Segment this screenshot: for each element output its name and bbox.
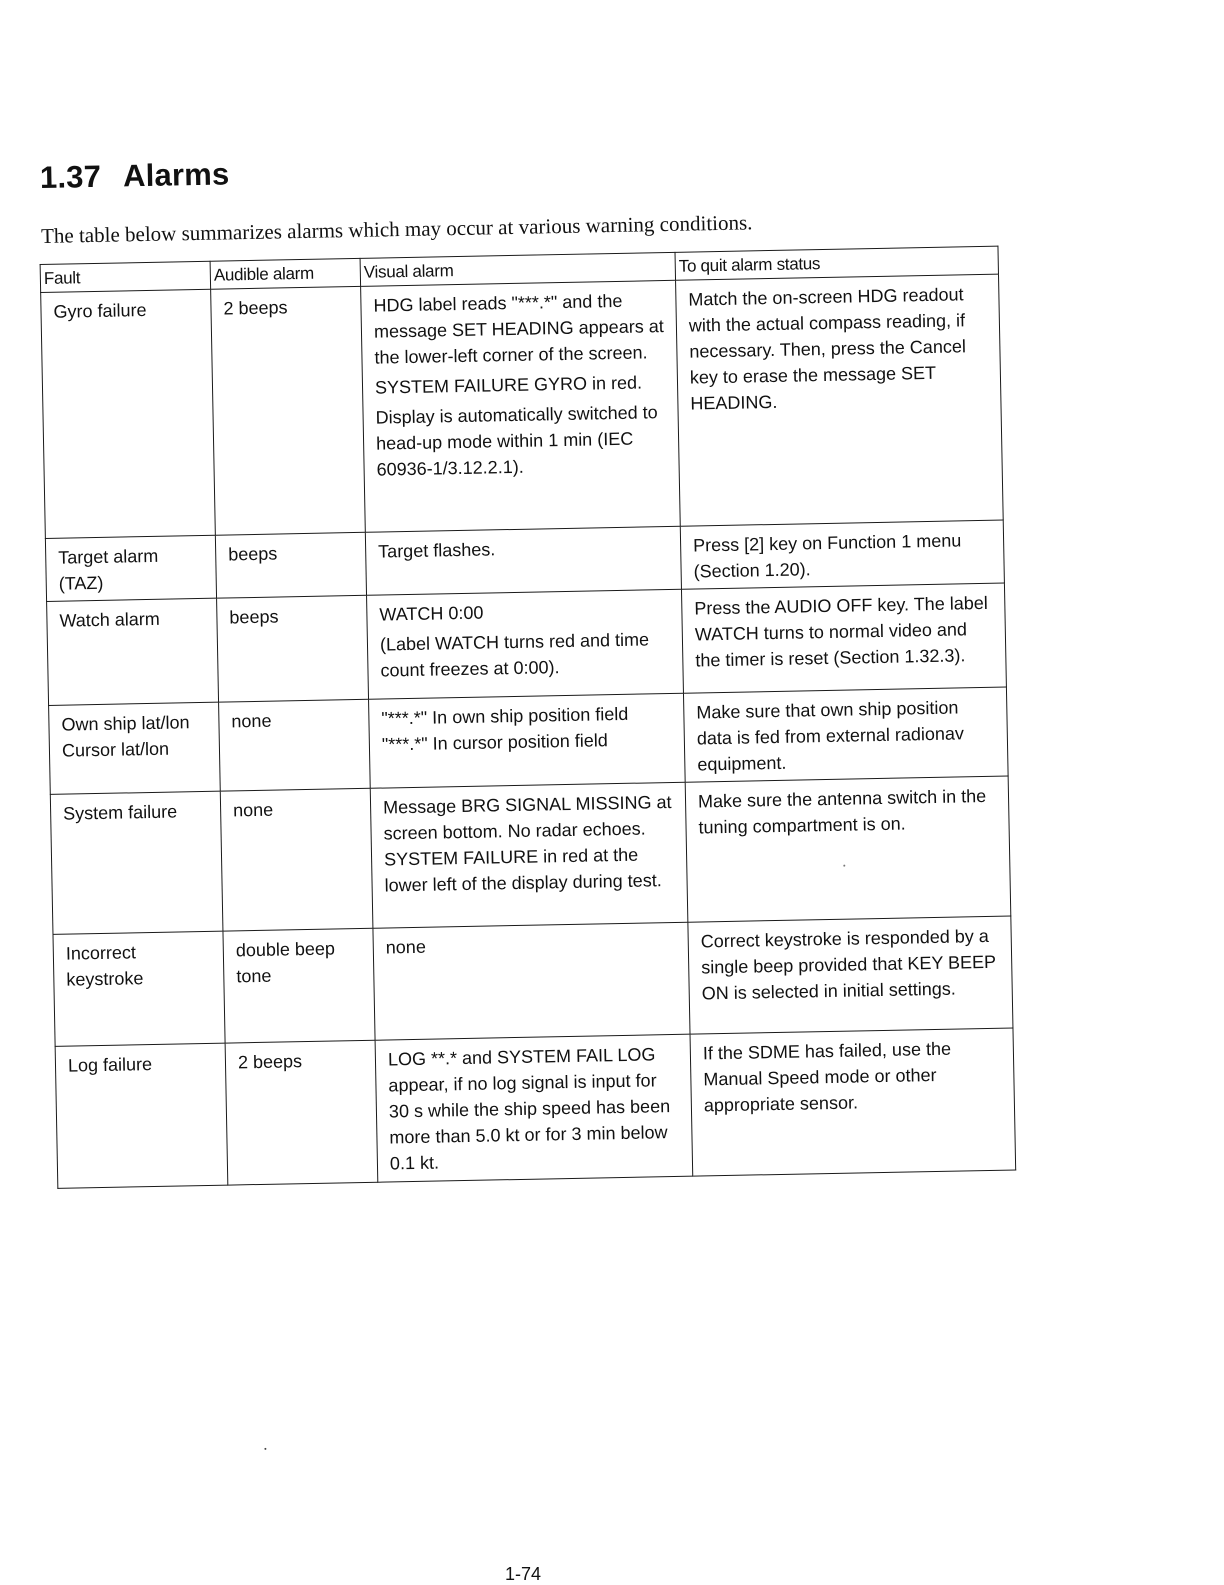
fault-text: Target alarm (TAZ)	[58, 545, 159, 594]
audible-text: none	[231, 710, 272, 732]
visual-text: "***.*" In cursor position field	[381, 730, 608, 755]
header-to-quit-alarm-status: To quit alarm status	[675, 246, 998, 280]
visual-cell	[367, 589, 684, 699]
fault-cell	[53, 931, 225, 1046]
header-audible-alarm: Audible alarm	[210, 258, 361, 289]
quit-cell	[681, 583, 1006, 693]
quit-cell	[683, 687, 1008, 782]
audible-cell	[219, 699, 371, 791]
fault-text: Gyro failure	[53, 299, 147, 322]
fault-cell	[50, 791, 223, 934]
visual-text: Target flashes.	[377, 538, 496, 562]
visual-text: LOG **.* and SYSTEM FAIL LOG appear, if no log signal is input for 30 s while the ship speed has been more than 5.0 kt or for 3 min below 0.1 kt.	[387, 1044, 671, 1174]
quit-text: Make sure that own ship position data is fed from external radionav equipment.	[696, 697, 965, 775]
section-title: Alarms	[122, 156, 230, 194]
quit-text: Make sure the antenna switch in the tuning compartment is on.	[697, 786, 987, 838]
visual-text: SYSTEM FAILURE GYRO in red.	[374, 372, 643, 398]
audible-text: beeps	[229, 606, 279, 628]
visual-cell	[361, 280, 681, 532]
quit-text: Correct keystroke is responded by a single beep provided that KEY BEEP ON is selected in initial settings.	[700, 926, 996, 1004]
audible-cell	[215, 532, 366, 598]
visual-text: (Label WATCH turns red and time count freezes at 0:00).	[379, 629, 650, 681]
intro-paragraph: The table below summarizes alarms which may occur at various warning conditions.	[40, 210, 753, 248]
audible-cell	[211, 286, 366, 535]
fault-cell	[45, 535, 216, 601]
fault-cell	[47, 598, 219, 705]
visual-cell	[365, 526, 681, 595]
fault-text: Log failure	[67, 1054, 153, 1076]
visual-cell	[369, 693, 686, 788]
fault-text: Watch alarm	[59, 608, 160, 631]
fault-cell	[41, 289, 216, 538]
table-row	[47, 583, 1007, 705]
table-row	[41, 274, 1004, 538]
fault-text: Incorrect keystroke	[65, 942, 144, 990]
audible-cell	[223, 928, 375, 1043]
audible-text: 2 beeps	[223, 296, 288, 319]
quit-text: Press the AUDIO OFF key. The label WATCH turns to normal video and the timer is reset (Section 1.32.3).	[694, 592, 988, 671]
visual-text: WATCH 0:00	[379, 602, 484, 625]
quit-cell	[688, 916, 1013, 1034]
fault-text: Cursor lat/lon	[61, 738, 170, 761]
fault-cell	[49, 702, 221, 795]
visual-text: Display is automatically switched to head-up mode within 1 min (IEC 60936-1/3.12.2.1).	[375, 402, 658, 480]
audible-text: none	[232, 799, 274, 821]
quit-cell	[685, 776, 1011, 922]
table-row	[50, 776, 1011, 934]
visual-text: Message BRG SIGNAL MISSING at screen bottom. No radar echoes. SYSTEM FAILURE in red at the lower left of the display during test.	[382, 792, 672, 896]
alarms-table	[40, 246, 1017, 1189]
visual-cell	[370, 782, 688, 928]
quit-text: Match the on-screen HDG readout with the actual compass reading, if necessary. Then, press the Cancel key to erase the message SET HEADING.	[688, 283, 967, 414]
quit-text: If the SDME has failed, use the Manual Speed mode or other appropriate sensor.	[702, 1038, 952, 1116]
scan-speck	[843, 865, 845, 867]
audible-text: 2 beeps	[237, 1051, 303, 1073]
visual-text: "***.*" In own ship position field	[381, 703, 629, 729]
audible-cell	[220, 788, 373, 931]
quit-cell	[680, 520, 1004, 589]
visual-cell	[375, 1034, 693, 1181]
table-row	[55, 1028, 1016, 1188]
quit-text: Press [2] key on Function 1 menu (Section 1.20).	[692, 530, 962, 582]
table-row	[53, 916, 1013, 1046]
header-fault: Fault	[40, 261, 210, 292]
visual-text: none	[385, 936, 427, 958]
fault-text: Own ship lat/lon	[61, 712, 190, 735]
visual-text: HDG label reads "***.*" and the message SET HEADING appears at the lower-left corner of the screen.	[373, 290, 664, 368]
visual-cell	[373, 922, 690, 1040]
quit-cell	[676, 274, 1004, 526]
audible-cell	[225, 1040, 378, 1184]
audible-text: beeps	[228, 543, 278, 565]
quit-cell	[690, 1028, 1016, 1176]
fault-cell	[55, 1043, 228, 1188]
page-number: 1-74	[505, 1564, 542, 1584]
audible-cell	[217, 595, 369, 702]
scan-speck	[264, 1448, 266, 1450]
fault-text: System failure	[62, 801, 178, 824]
section-number: 1.37	[39, 158, 102, 195]
section-heading	[40, 156, 230, 196]
header-visual-alarm: Visual alarm	[360, 252, 675, 286]
audible-text: double beep tone	[235, 938, 336, 987]
